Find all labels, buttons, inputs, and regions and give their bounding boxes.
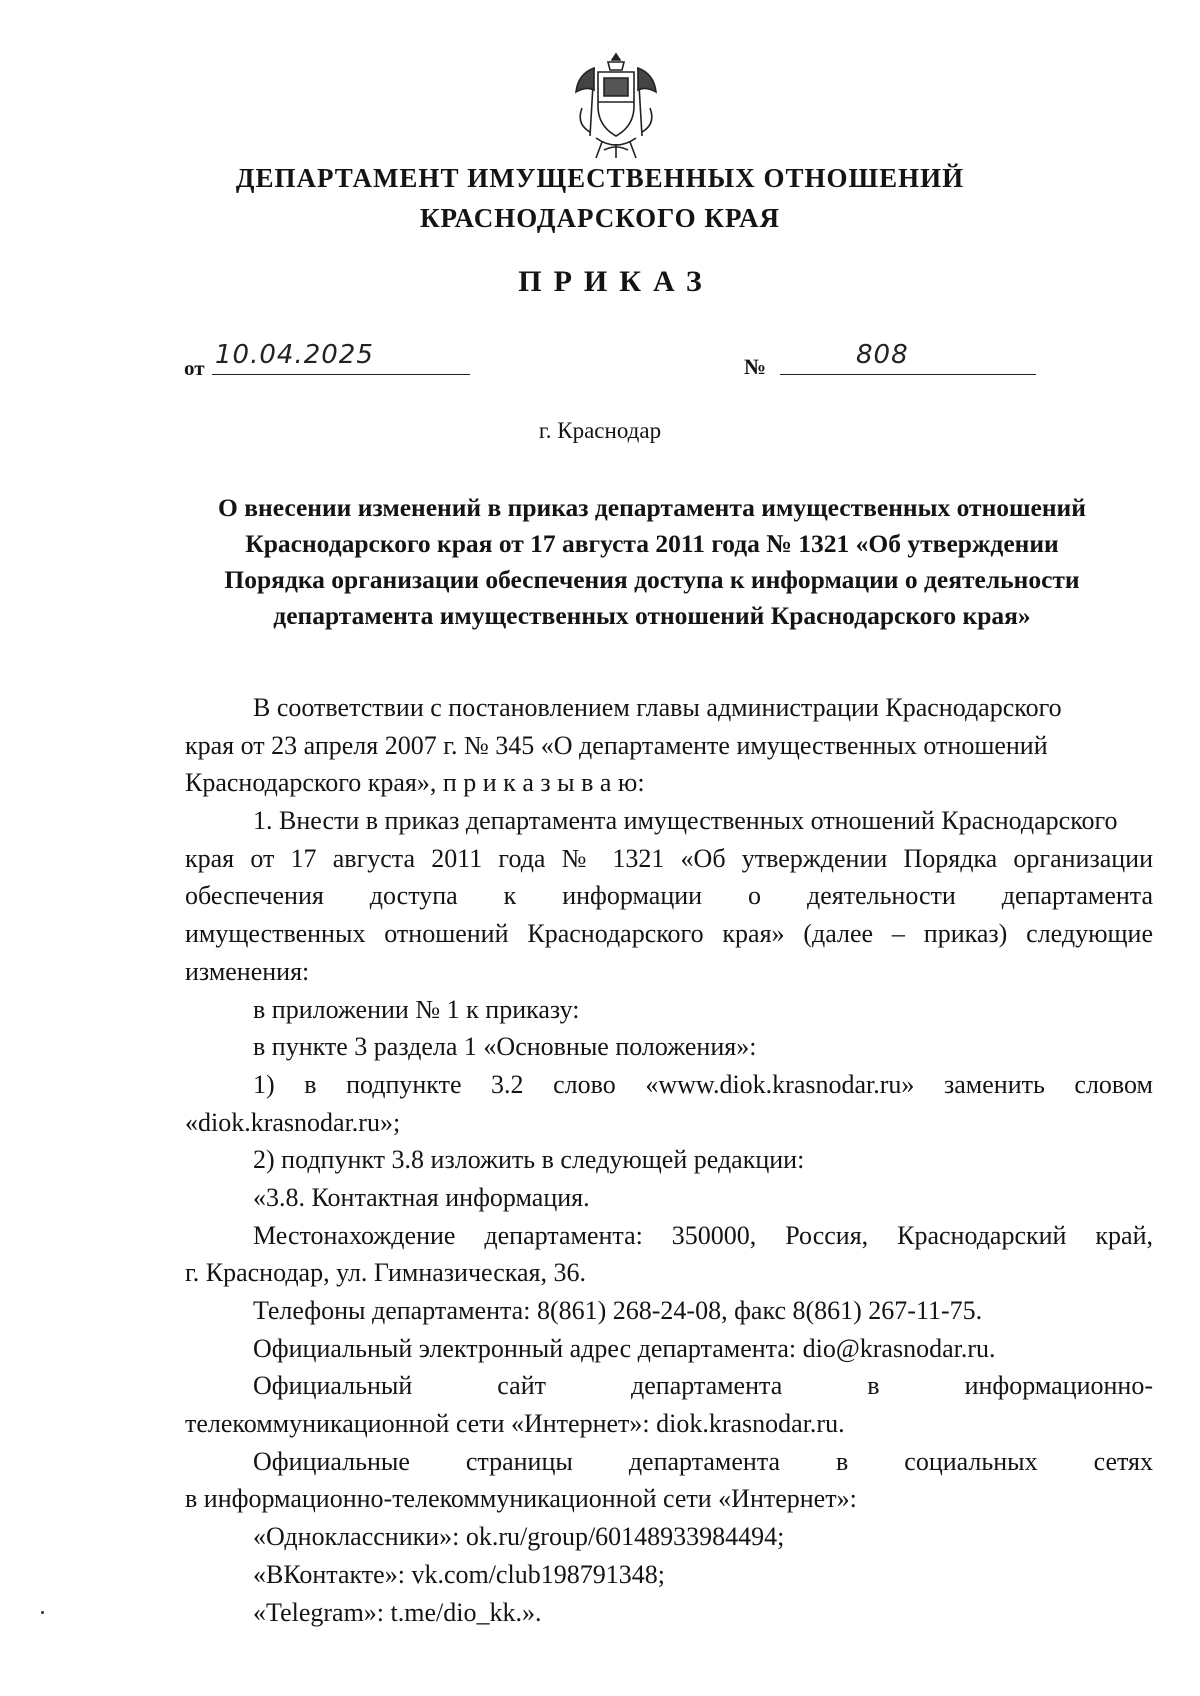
body-line: Местонахождение департамента: 350000, Россия, Краснодарский край, (253, 1220, 1153, 1250)
organization-name-line-2: КРАСНОДАРСКОГО КРАЯ (419, 203, 781, 233)
body-line: имущественных отношений Краснодарского края» (далее – приказ) следующие (185, 919, 1153, 949)
body-line: 1. Внести в приказ департамента имущественных отношений Краснодарского (253, 806, 1118, 836)
number-underline (780, 374, 1036, 375)
organization-name-line-1: ДЕПАРТАМЕНТ ИМУЩЕСТВЕННЫХ ОТНОШЕНИЙ (235, 163, 965, 193)
body-line: г. Краснодар, ул. Гимназическая, 36. (185, 1258, 587, 1288)
body-line: обеспечения доступа к информации о деятельности департамента (185, 881, 1153, 911)
title-line: Краснодарского края от 17 августа 2011 года № 1321 «Об утверждении (245, 529, 1059, 558)
scan-speck (41, 1611, 44, 1614)
body-line: Телефоны департамента: 8(861) 268-24-08, факс 8(861) 267-11-75. (253, 1296, 983, 1325)
number-value: 808 (856, 340, 909, 370)
body-line: 2) подпункт 3.8 изложить в следующей редакции: (253, 1145, 805, 1175)
body-line: Краснодарского края», п р и к а з ы в а ю: (185, 768, 645, 798)
number-label: № (744, 354, 767, 379)
title-line: О внесении изменений в приказ департамента имущественных отношений (218, 493, 1086, 522)
document-title (186, 490, 1118, 634)
body-line: в приложении № 1 к приказу: (253, 994, 580, 1024)
body-line: изменения: (185, 956, 310, 986)
document-body (185, 689, 1153, 1631)
body-line: В соответствии с постановлением главы администрации Краснодарского (253, 693, 1062, 722)
body-line: Официальный сайт департамента в информационно- (253, 1371, 1153, 1401)
body-line: в информационно-телекоммуникационной сети «Интернет»: (185, 1484, 857, 1514)
body-line: «ВКонтакте»: vk.com/club198791348; (253, 1559, 665, 1589)
body-line: края от 17 августа 2011 года № 1321 «Об утверждении Порядка организации (185, 843, 1153, 873)
title-line: Порядка организации обеспечения доступа к информации о деятельности (224, 565, 1080, 594)
title-line: департамента имущественных отношений Краснодарского края» (273, 601, 1031, 630)
date-underline (212, 374, 470, 375)
date-label: от (184, 356, 205, 380)
city-line: г. Краснодар (538, 418, 662, 443)
body-line: «diok.krasnodar.ru»; (185, 1107, 401, 1137)
body-line: «Telegram»: t.me/dio_kk.». (253, 1597, 542, 1627)
body-line: телекоммуникационной сети «Интернет»: diok.krasnodar.ru. (185, 1409, 845, 1439)
body-line: в пункте 3 раздела 1 «Основные положения»: (253, 1032, 757, 1062)
krasnodar-coat-of-arms-icon (568, 50, 664, 162)
date-value: 10.04.2025 (215, 340, 374, 370)
body-line: Официальные страницы департамента в социальных сетях (253, 1446, 1153, 1476)
body-line: края от 23 апреля 2007 г. № 345 «О департаменте имущественных отношений (185, 730, 1048, 760)
body-line: «3.8. Контактная информация. (253, 1182, 590, 1212)
document-type-heading: ПРИКАЗ (518, 265, 714, 298)
body-line: «Одноклассники»: ok.ru/group/60148933984494; (253, 1522, 785, 1552)
body-line: Официальный электронный адрес департамента: dio@krasnodar.ru. (253, 1333, 996, 1363)
body-line: 1) в подпункте 3.2 слово «www.diok.krasnodar.ru» заменить словом (253, 1069, 1153, 1099)
